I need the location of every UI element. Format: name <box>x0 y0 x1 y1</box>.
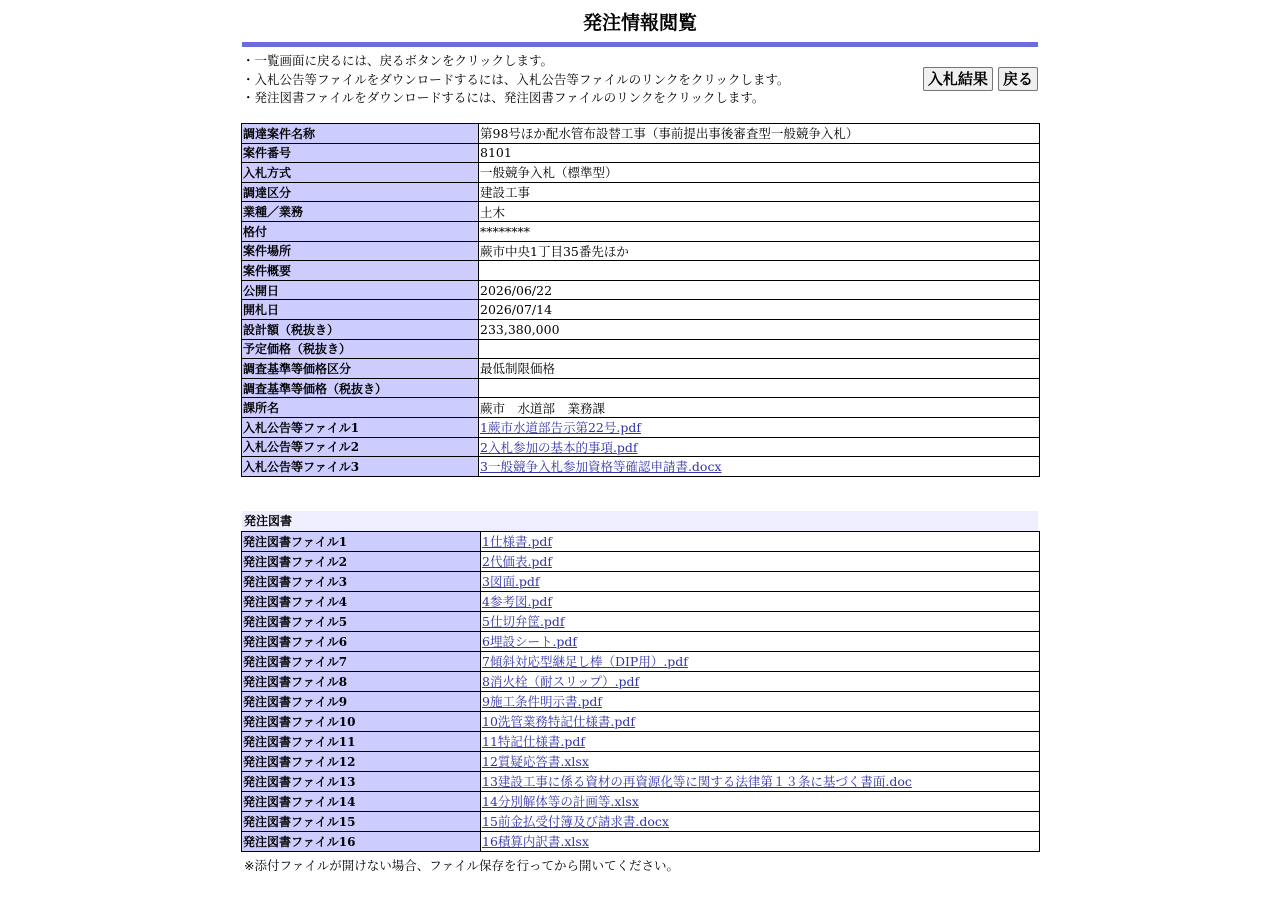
info-label: 案件場所 <box>242 241 479 261</box>
instructions-block <box>242 47 1038 123</box>
info-value: 一般競争入札（標準型） <box>479 163 1040 183</box>
info-row <box>242 359 1040 379</box>
doc-value <box>481 731 1040 751</box>
doc-file-link[interactable]: 3図面.pdf <box>482 574 540 590</box>
bid-result-button[interactable]: 入札結果 <box>923 67 993 91</box>
doc-value <box>481 691 1040 711</box>
doc-file-link[interactable]: 6埋設シート.pdf <box>482 634 578 650</box>
info-row <box>242 280 1040 300</box>
action-buttons <box>923 67 1038 91</box>
info-value: 蕨市中央1丁目35番先ほか <box>479 241 1040 261</box>
info-value <box>479 437 1040 457</box>
doc-file-link[interactable]: 7傾斜対応型継足し棒（DIP用）.pdf <box>482 654 688 670</box>
doc-value <box>481 591 1040 611</box>
doc-file-link[interactable]: 4参考図.pdf <box>482 594 553 610</box>
info-row <box>242 261 1040 281</box>
instruction-item: ・入札公告等ファイルをダウンロードするには、入札公告等ファイルのリンクをクリックします。 <box>242 71 790 87</box>
doc-label: 発注図書ファイル12 <box>242 751 481 771</box>
doc-row <box>242 591 1040 611</box>
doc-file-link[interactable]: 16積算内訳書.xlsx <box>482 834 589 850</box>
doc-row <box>242 791 1040 811</box>
instruction-item: ・発注図書ファイルをダウンロードするには、発注図書ファイルのリンクをクリックします。 <box>242 90 765 105</box>
doc-value <box>481 711 1040 731</box>
info-row <box>242 202 1040 222</box>
doc-row <box>242 571 1040 591</box>
info-value: ******** <box>479 221 1040 241</box>
info-label: 調達案件名称 <box>242 124 479 144</box>
doc-file-link[interactable]: 2代価表.pdf <box>482 554 553 570</box>
doc-label: 発注図書ファイル9 <box>242 691 481 711</box>
doc-file-link[interactable]: 5仕切弁筐.pdf <box>482 614 565 630</box>
notice-file-link[interactable]: 1蕨市水道部告示第22号.pdf <box>480 420 641 436</box>
info-row <box>242 143 1040 163</box>
doc-value <box>481 811 1040 831</box>
doc-label: 発注図書ファイル7 <box>242 651 481 671</box>
info-label: 格付 <box>242 221 479 241</box>
doc-value <box>481 791 1040 811</box>
info-value <box>479 261 1040 281</box>
info-row <box>242 300 1040 320</box>
footer-note: ※添付ファイルが開けない場合、ファイル保存を行ってから開いてください。 <box>244 857 679 873</box>
doc-value <box>481 631 1040 651</box>
docs-section-title: 発注図書 <box>242 511 1038 531</box>
doc-row <box>242 831 1040 851</box>
doc-label: 発注図書ファイル6 <box>242 631 481 651</box>
back-button[interactable]: 戻る <box>998 67 1038 91</box>
doc-value <box>481 831 1040 851</box>
info-row <box>242 241 1040 261</box>
info-value: 第98号ほか配水管布設替工事（事前提出事後審査型一般競争入札） <box>479 124 1040 144</box>
info-label: 入札公告等ファイル2 <box>242 437 479 457</box>
page-container <box>242 0 1038 874</box>
doc-value <box>481 651 1040 671</box>
info-row <box>242 457 1040 477</box>
info-row <box>242 417 1040 437</box>
info-value: 蕨市 水道部 業務課 <box>479 398 1040 418</box>
doc-value <box>481 671 1040 691</box>
info-label: 案件番号 <box>242 143 479 163</box>
doc-row <box>242 711 1040 731</box>
info-value <box>479 378 1040 398</box>
doc-value <box>481 571 1040 591</box>
doc-label: 発注図書ファイル13 <box>242 771 481 791</box>
instructions-list <box>242 47 1038 108</box>
doc-value <box>481 531 1040 551</box>
notice-file-link[interactable]: 3一般競争入札参加資格等確認申請書.docx <box>480 459 722 475</box>
doc-value <box>481 611 1040 631</box>
info-label: 公開日 <box>242 280 479 300</box>
info-label: 案件概要 <box>242 261 479 281</box>
info-label: 調査基準等価格（税抜き） <box>242 378 479 398</box>
doc-label: 発注図書ファイル14 <box>242 791 481 811</box>
info-value: 土木 <box>479 202 1040 222</box>
doc-value <box>481 551 1040 571</box>
info-value <box>479 417 1040 437</box>
info-value: 8101 <box>479 143 1040 163</box>
doc-file-link[interactable]: 13建設工事に係る資材の再資源化等に関する法律第１３条に基づく書面.doc <box>482 774 912 790</box>
doc-file-link[interactable]: 15前金払受付簿及び請求書.docx <box>482 814 669 830</box>
info-value <box>479 457 1040 477</box>
info-row <box>242 163 1040 183</box>
info-label: 調査基準等価格区分 <box>242 359 479 379</box>
info-value: 2026/07/14 <box>479 300 1040 320</box>
doc-label: 発注図書ファイル4 <box>242 591 481 611</box>
page-title: 発注情報閲覧 <box>582 12 697 34</box>
doc-row <box>242 631 1040 651</box>
info-row <box>242 437 1040 457</box>
doc-file-link[interactable]: 10洗管業務特記仕様書.pdf <box>482 714 636 730</box>
info-row <box>242 398 1040 418</box>
info-row <box>242 339 1040 359</box>
doc-label: 発注図書ファイル8 <box>242 671 481 691</box>
doc-file-link[interactable]: 9施工条件明示書.pdf <box>482 694 603 710</box>
info-label: 入札公告等ファイル3 <box>242 457 479 477</box>
order-info-table <box>241 123 1040 477</box>
notice-file-link[interactable]: 2入札参加の基本的事項.pdf <box>480 439 638 455</box>
order-docs-table <box>241 531 1040 852</box>
doc-label: 発注図書ファイル1 <box>242 531 481 551</box>
doc-row <box>242 691 1040 711</box>
doc-row <box>242 751 1040 771</box>
doc-value <box>481 771 1040 791</box>
doc-row <box>242 611 1040 631</box>
info-label: 入札公告等ファイル1 <box>242 417 479 437</box>
doc-row <box>242 551 1040 571</box>
doc-row <box>242 811 1040 831</box>
info-value: 233,380,000 <box>479 319 1040 339</box>
doc-value <box>481 751 1040 771</box>
info-row <box>242 124 1040 144</box>
info-row <box>242 221 1040 241</box>
doc-label: 発注図書ファイル16 <box>242 831 481 851</box>
instruction-item: ・一覧画面に戻るには、戻るボタンをクリックします。 <box>242 53 554 68</box>
doc-label: 発注図書ファイル15 <box>242 811 481 831</box>
doc-label: 発注図書ファイル2 <box>242 551 481 571</box>
info-label: 課所名 <box>242 398 479 418</box>
doc-file-link[interactable]: 1仕様書.pdf <box>482 534 553 550</box>
doc-label: 発注図書ファイル10 <box>242 711 481 731</box>
doc-file-link[interactable]: 8消火栓（耐スリップ）.pdf <box>482 674 640 690</box>
info-label: 予定価格（税抜き） <box>242 339 479 359</box>
doc-label: 発注図書ファイル11 <box>242 731 481 751</box>
doc-row <box>242 671 1040 691</box>
info-label: 設計額（税抜き） <box>242 319 479 339</box>
doc-file-link[interactable]: 14分別解体等の計画等.xlsx <box>482 794 639 810</box>
doc-row <box>242 771 1040 791</box>
info-value: 最低制限価格 <box>479 359 1040 379</box>
doc-row <box>242 531 1040 551</box>
info-value <box>479 339 1040 359</box>
info-label: 調達区分 <box>242 182 479 202</box>
info-value: 建設工事 <box>479 182 1040 202</box>
doc-label: 発注図書ファイル3 <box>242 571 481 591</box>
doc-file-link[interactable]: 12質疑応答書.xlsx <box>482 754 589 770</box>
info-row <box>242 182 1040 202</box>
doc-file-link[interactable]: 11特記仕様書.pdf <box>482 734 586 750</box>
doc-row <box>242 651 1040 671</box>
info-value: 2026/06/22 <box>479 280 1040 300</box>
info-label: 入札方式 <box>242 163 479 183</box>
doc-row <box>242 731 1040 751</box>
doc-label: 発注図書ファイル5 <box>242 611 481 631</box>
info-label: 開札日 <box>242 300 479 320</box>
info-row <box>242 319 1040 339</box>
info-row <box>242 378 1040 398</box>
info-label: 業種／業務 <box>242 202 479 222</box>
